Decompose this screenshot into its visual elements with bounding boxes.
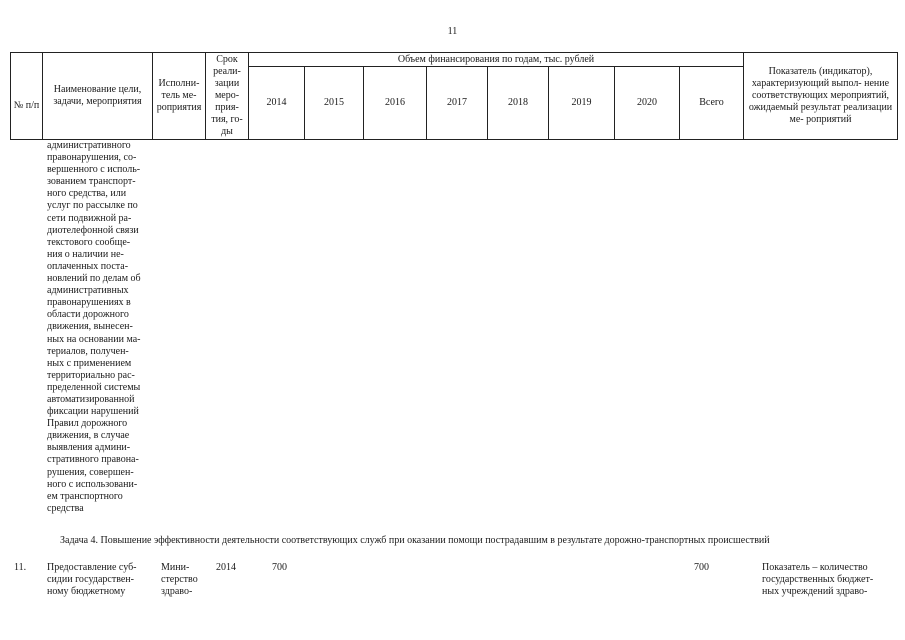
text-line: териалов, получен- [47,345,129,357]
text-line: движения, вынесен- [47,321,133,333]
text-line: услуг по рассылке по [47,200,138,212]
text-line: рушения, совершен- [47,466,134,478]
text-line: административного [47,140,131,151]
text-line: правонарушения, со- [47,152,137,164]
page-number: 11 [447,26,458,37]
header-year: 2020 [615,67,680,140]
text-line: ного средства, или [47,188,127,200]
header-total: Всего [680,67,744,140]
text-line: Мини- [161,562,190,573]
row-11-name [47,562,153,598]
text-line: территориально рас- [47,369,135,381]
text-line: области дорожного [47,309,129,321]
text-line: диотелефонной связи [47,224,139,236]
header-year: 2018 [488,67,549,140]
row-11-total: 700 [694,562,709,573]
header-term: Срок реали- зации меро- прия- тия, го- ды [206,53,249,140]
text-line: государственных бюджет- [762,574,874,585]
text-line: стративного правона- [47,454,139,466]
header-financing: Объем финансирования по годам, тыс. рублей [249,53,744,67]
text-line: ных с применением [47,357,132,369]
text-line: Показатель – количество [762,562,868,573]
text-line: сети подвижной ра- [47,212,132,224]
header-year: 2015 [305,67,364,140]
text-line: Правил дорожного [47,418,128,430]
task-4-heading: Задача 4. Повышение эффективности деятельности соответствующих служб при оказании помощи пострадавшим в результате дорожно-транспортных происшествий [60,535,770,546]
text-line: выявления админи- [47,442,131,454]
text-line: правонарушениях в [47,297,131,309]
header-executor: Исполни- тель ме- роприятия [153,53,206,140]
text-line: фиксации нарушений [47,406,139,418]
row-11-indicator [762,562,896,598]
text-line: стерство [161,574,198,585]
header-name: Наименование цели, задачи, мероприятия [43,53,153,140]
header-year: 2017 [427,67,488,140]
row-11-value-2014: 700 [272,562,287,573]
text-line: административных [47,285,129,297]
row-11-executor [161,562,209,598]
text-line: оплаченных поста- [47,260,129,272]
text-line: здраво- [161,586,193,597]
text-line: ного с использовани- [47,478,138,490]
text-line: зованием транспорт- [47,176,136,188]
text-line: новлений по делам об [47,273,141,285]
header-year: 2019 [549,67,615,140]
text-line: текстового сообще- [47,236,131,248]
text-line: пределенной системы [47,381,141,393]
header-year: 2016 [364,67,427,140]
header-num: № п/п [11,53,43,140]
table-header [10,52,898,140]
continued-measure-text [47,140,154,515]
text-line: средства [47,502,84,514]
text-line: вершенного с исполь- [47,164,141,176]
text-line: ния о наличии не- [47,248,124,260]
text-line: движения, в случае [47,430,130,442]
text-line: автоматизированной [47,393,135,405]
header-indicator: Показатель (индикатор), характеризующий выпол- нение соответствующих мероприятий, ожидаемый результат реализации ме- роприятий [744,53,898,140]
text-line: Предоставление суб- [47,562,137,573]
header-year: 2014 [249,67,305,140]
text-line: ем транспортного [47,490,123,502]
row-11-term: 2014 [216,562,236,573]
text-line: ных на основании ма- [47,333,141,345]
text-line: ных учреждений здраво- [762,586,868,597]
row-11-num: 11. [14,562,27,573]
text-line: сидии государствен- [47,574,134,585]
text-line: ному бюджетному [47,586,126,597]
